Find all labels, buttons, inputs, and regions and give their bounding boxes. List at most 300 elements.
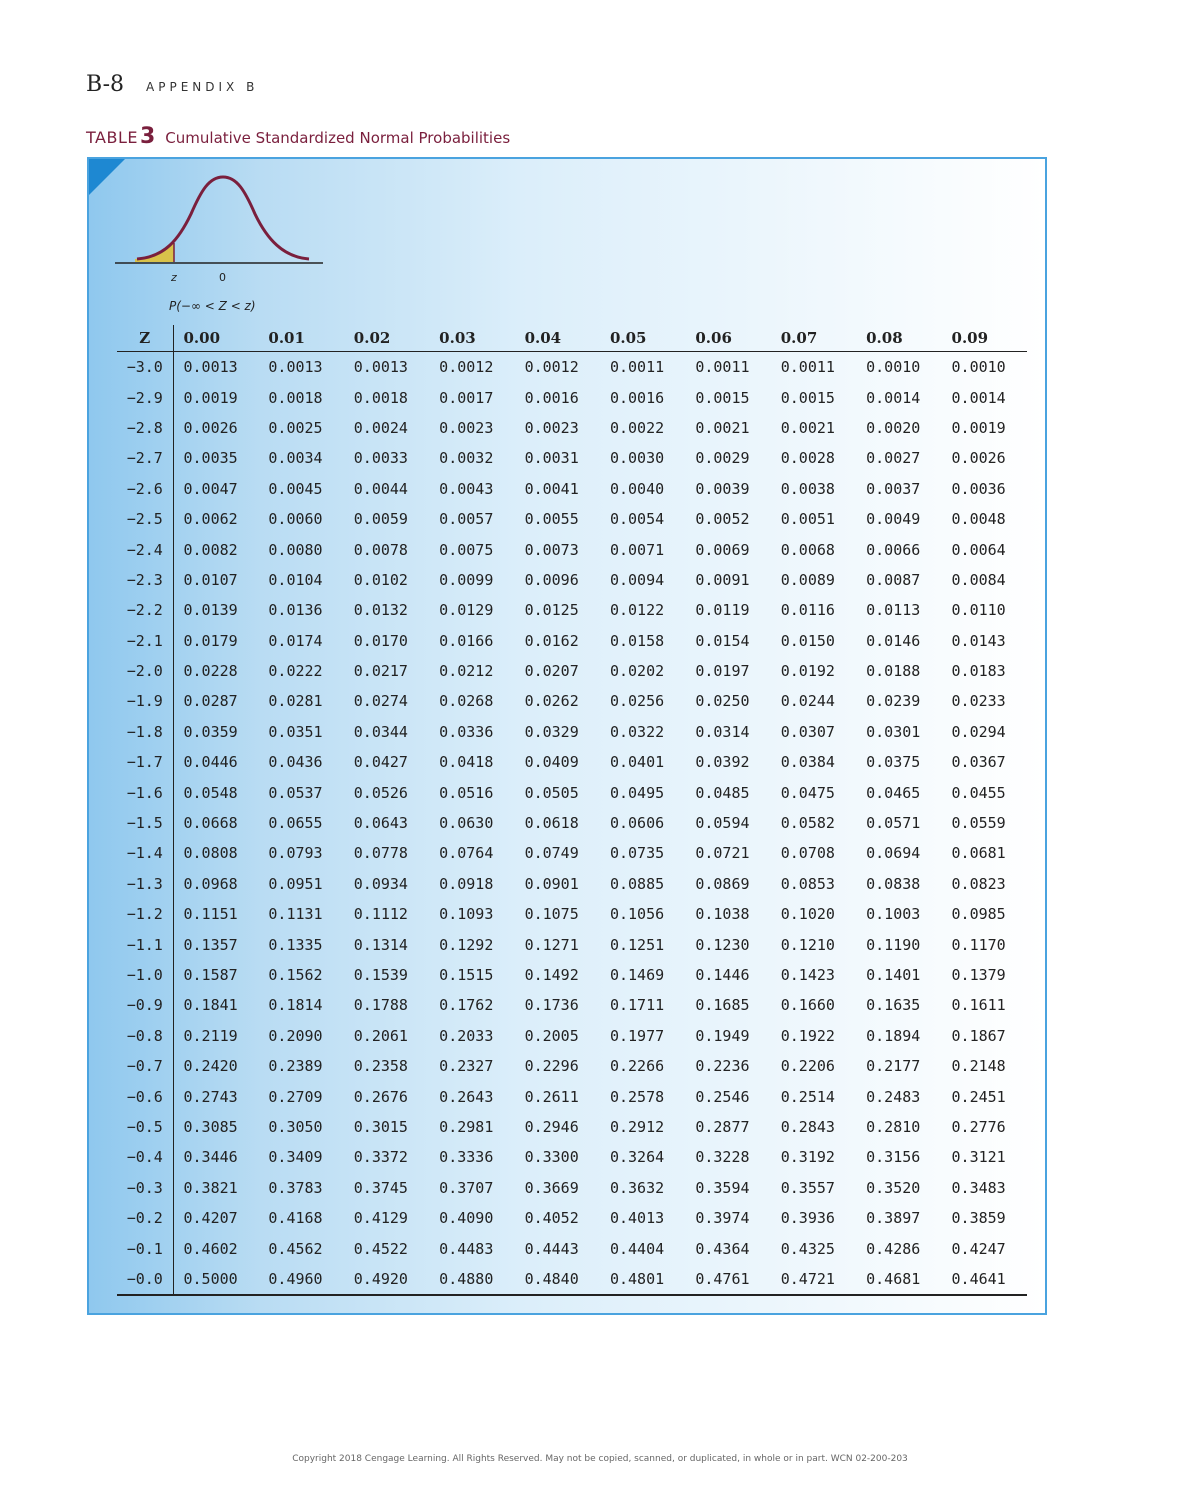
probability-cell: 0.1611 (951, 996, 1006, 1015)
probability-cell: 0.0281 (268, 692, 323, 711)
z-value-cell: −0.6 (117, 1081, 173, 1111)
probability-cell: 0.0495 (609, 783, 665, 802)
probability-cell: 0.0526 (353, 783, 408, 802)
probability-cell: 0.0034 (268, 449, 323, 468)
probability-cell: 0.1271 (524, 935, 579, 954)
table-row (117, 960, 1027, 990)
z-value-cell: −1.4 (117, 838, 173, 868)
probability-cell: 0.0048 (951, 510, 1006, 529)
z-value-cell: −0.0 (117, 1264, 173, 1295)
probability-cell: 0.2236 (695, 1057, 750, 1076)
probability-cell: 0.3156 (866, 1148, 921, 1167)
table-row (117, 1112, 1027, 1142)
probability-cell: 0.0351 (268, 722, 323, 741)
probability-cell: 0.0274 (353, 692, 408, 711)
probability-cell: 0.0301 (866, 722, 921, 741)
probability-cell: 0.0040 (609, 479, 665, 498)
probability-cell: 0.3336 (439, 1148, 494, 1167)
probability-cell: 0.1170 (951, 935, 1006, 954)
z-value-cell: −0.5 (117, 1112, 173, 1142)
probability-cell: 0.0094 (609, 570, 665, 589)
probability-cell: 0.0038 (780, 479, 835, 498)
probability-cell: 0.1814 (268, 996, 323, 1015)
table-row (117, 990, 1027, 1020)
probability-cell: 0.0119 (695, 601, 750, 620)
probability-cell: 0.0116 (780, 601, 835, 620)
probability-cell: 0.2033 (439, 1026, 494, 1045)
probability-cell: 0.0125 (524, 601, 579, 620)
probability-cell: 0.0016 (524, 388, 579, 407)
probability-cell: 0.2709 (268, 1087, 323, 1106)
probability-cell: 0.0011 (609, 358, 665, 377)
probability-cell: 0.0104 (268, 570, 323, 589)
probability-cell: 0.2266 (609, 1057, 665, 1076)
probability-cell: 0.0359 (183, 722, 238, 741)
probability-cell: 0.0455 (951, 783, 1006, 802)
column-header: 0.00 (173, 325, 258, 352)
probability-cell: 0.3745 (353, 1178, 408, 1197)
probability-cell: 0.0239 (866, 692, 921, 711)
probability-cell: 0.3192 (780, 1148, 835, 1167)
probability-cell: 0.0183 (951, 662, 1006, 681)
appendix-label: APPENDIX B (146, 80, 259, 94)
probability-cell: 0.0016 (609, 388, 665, 407)
probability-cell: 0.1003 (866, 905, 921, 924)
probability-cell: 0.1469 (609, 966, 665, 984)
probability-cell: 0.0749 (524, 844, 579, 863)
z-table (117, 325, 1027, 1296)
z-value-cell: −2.0 (117, 656, 173, 686)
probability-cell: 0.0020 (866, 418, 921, 437)
probability-cell: 0.5000 (173, 1264, 258, 1295)
probability-cell: 0.0025 (268, 418, 323, 437)
probability-cell: 0.0089 (780, 570, 835, 589)
probability-cell: 0.1736 (524, 996, 579, 1015)
z-value-cell: −1.1 (117, 929, 173, 959)
probability-cell: 0.3821 (183, 1178, 238, 1197)
probability-cell: 0.0049 (866, 510, 921, 529)
probability-cell: 0.0571 (866, 814, 921, 833)
probability-cell: 0.4325 (780, 1239, 835, 1258)
probability-cell: 0.0037 (866, 479, 921, 498)
probability-cell: 0.4168 (268, 1209, 323, 1228)
probability-cell: 0.2005 (524, 1026, 579, 1045)
z-value-cell: −1.0 (117, 960, 173, 990)
probability-cell: 0.2358 (353, 1057, 408, 1076)
probability-cell: 0.0087 (866, 570, 921, 589)
probability-cell: 0.0055 (524, 510, 579, 529)
probability-cell: 0.1635 (866, 996, 921, 1015)
probability-cell: 0.0465 (866, 783, 921, 802)
z-value-cell: −1.8 (117, 717, 173, 747)
probability-cell: 0.0051 (780, 510, 835, 529)
probability-cell: 0.2061 (353, 1026, 408, 1045)
probability-cell: 0.4801 (600, 1264, 685, 1295)
probability-cell: 0.1093 (439, 905, 494, 924)
table-title (86, 124, 510, 149)
z-value-cell: −2.7 (117, 443, 173, 473)
probability-cell: 0.2810 (866, 1117, 921, 1136)
probability-cell: 0.0823 (951, 874, 1006, 893)
probability-cell: 0.0170 (353, 631, 408, 650)
table-row (117, 929, 1027, 959)
probability-cell: 0.2843 (780, 1117, 835, 1136)
probability-cell: 0.1075 (524, 905, 579, 924)
probability-cell: 0.3372 (353, 1148, 408, 1167)
probability-cell: 0.0307 (780, 722, 835, 741)
probability-cell: 0.0179 (183, 631, 238, 650)
probability-cell: 0.3015 (353, 1117, 408, 1136)
probability-cell: 0.0655 (268, 814, 323, 833)
probability-cell: 0.2643 (439, 1087, 494, 1106)
probability-cell: 0.0031 (524, 449, 579, 468)
probability-cell: 0.4129 (353, 1209, 408, 1228)
probability-cell: 0.0287 (183, 692, 238, 711)
probability-cell: 0.1762 (439, 996, 494, 1015)
probability-cell: 0.0217 (353, 662, 408, 681)
z-value-cell: −0.3 (117, 1173, 173, 1203)
probability-cell: 0.0047 (183, 479, 238, 498)
column-header: 0.04 (515, 325, 600, 352)
probability-cell: 0.0018 (353, 388, 408, 407)
table-number: 3 (139, 124, 156, 149)
probability-cell: 0.2912 (609, 1117, 665, 1136)
probability-cell: 0.0516 (439, 783, 494, 802)
probability-cell: 0.0869 (695, 874, 750, 893)
probability-cell: 0.2090 (268, 1026, 323, 1045)
table-row (117, 1173, 1027, 1203)
probability-cell: 0.3974 (695, 1209, 750, 1228)
probability-cell: 0.2206 (780, 1057, 835, 1076)
probability-cell: 0.2981 (439, 1117, 494, 1136)
probability-cell: 0.0985 (951, 905, 1006, 924)
z-value-cell: −1.2 (117, 899, 173, 929)
probability-cell: 0.2119 (183, 1026, 238, 1045)
probability-cell: 0.2776 (951, 1117, 1006, 1136)
probability-cell: 0.1949 (695, 1026, 750, 1045)
z-value-cell: −0.2 (117, 1203, 173, 1233)
probability-cell: 0.0013 (353, 358, 408, 377)
z-value-cell: −2.5 (117, 504, 173, 534)
probability-cell: 0.0032 (439, 449, 494, 468)
probability-cell: 0.0139 (183, 601, 238, 620)
probability-cell: 0.0029 (695, 449, 750, 468)
probability-cell: 0.0022 (609, 418, 665, 437)
table-row (117, 1051, 1027, 1081)
normal-curve-figure (115, 169, 335, 269)
probability-cell: 0.4522 (353, 1239, 408, 1258)
probability-cell: 0.0643 (353, 814, 408, 833)
probability-cell: 0.1230 (695, 935, 750, 954)
table-caption: Cumulative Standardized Normal Probabilities (165, 129, 511, 147)
probability-cell: 0.2451 (951, 1087, 1006, 1106)
probability-cell: 0.0322 (609, 722, 665, 741)
probability-cell: 0.0143 (951, 631, 1006, 650)
probability-cell: 0.0367 (951, 753, 1006, 772)
probability-cell: 0.0026 (951, 449, 1006, 468)
z-value-cell: −0.4 (117, 1142, 173, 1172)
probability-cell: 0.0174 (268, 631, 323, 650)
probability-cell: 0.0329 (524, 722, 579, 741)
probability-cell: 0.4920 (344, 1264, 429, 1295)
probability-cell: 0.3594 (695, 1178, 750, 1197)
probability-cell: 0.0045 (268, 479, 323, 498)
probability-cell: 0.0537 (268, 783, 323, 802)
probability-cell: 0.3936 (780, 1209, 835, 1228)
probability-cell: 0.0028 (780, 449, 835, 468)
probability-cell: 0.0207 (524, 662, 579, 681)
table-row (117, 838, 1027, 868)
z-axis-label: z (171, 271, 177, 284)
probability-cell: 0.0012 (439, 358, 494, 377)
probability-cell: 0.0122 (609, 601, 665, 620)
normal-curve-line (137, 177, 309, 259)
table-row (117, 686, 1027, 716)
probability-cell: 0.0262 (524, 692, 579, 711)
probability-cell: 0.2148 (951, 1057, 1006, 1076)
table-row (117, 443, 1027, 473)
probability-cell: 0.1841 (183, 996, 238, 1015)
probability-cell: 0.0030 (609, 449, 665, 468)
probability-cell: 0.0017 (439, 388, 494, 407)
probability-cell: 0.0014 (951, 388, 1006, 407)
probability-cell: 0.2877 (695, 1117, 750, 1136)
probability-cell: 0.4681 (856, 1264, 941, 1295)
table-row (117, 534, 1027, 564)
probability-cell: 0.2389 (268, 1057, 323, 1076)
probability-cell: 0.3707 (439, 1178, 494, 1197)
probability-cell: 0.3859 (951, 1209, 1006, 1228)
column-header: 0.03 (429, 325, 514, 352)
probability-cell: 0.0228 (183, 662, 238, 681)
probability-label: P(−∞ < Z < z) (169, 299, 256, 313)
z-value-cell: −1.3 (117, 869, 173, 899)
page-header (86, 72, 258, 97)
probability-cell: 0.0019 (951, 418, 1006, 437)
probability-cell: 0.0158 (609, 631, 665, 650)
probability-cell: 0.0021 (695, 418, 750, 437)
probability-cell: 0.2514 (780, 1087, 835, 1106)
probability-cell: 0.0075 (439, 540, 494, 559)
table-row (117, 1142, 1027, 1172)
zero-axis-label: 0 (219, 271, 226, 284)
probability-cell: 0.0166 (439, 631, 494, 650)
probability-cell: 0.0033 (353, 449, 408, 468)
probability-cell: 0.4840 (515, 1264, 600, 1295)
probability-cell: 0.0681 (951, 844, 1006, 863)
probability-cell: 0.0146 (866, 631, 921, 650)
probability-cell: 0.0212 (439, 662, 494, 681)
probability-cell: 0.0096 (524, 570, 579, 589)
probability-cell: 0.1292 (439, 935, 494, 954)
probability-cell: 0.1314 (353, 935, 408, 954)
probability-cell: 0.4404 (609, 1239, 665, 1258)
probability-cell: 0.0808 (183, 844, 238, 863)
z-value-cell: −1.9 (117, 686, 173, 716)
probability-cell: 0.0021 (780, 418, 835, 437)
probability-cell: 0.1562 (268, 966, 323, 984)
probability-cell: 0.3446 (183, 1148, 238, 1167)
probability-cell: 0.0485 (695, 783, 750, 802)
table-row (117, 1021, 1027, 1051)
probability-cell: 0.0475 (780, 783, 835, 802)
probability-cell: 0.0314 (695, 722, 750, 741)
probability-cell: 0.0064 (951, 540, 1006, 559)
probability-cell: 0.0233 (951, 692, 1006, 711)
probability-cell: 0.0010 (951, 358, 1006, 377)
probability-cell: 0.3783 (268, 1178, 323, 1197)
z-value-cell: −0.9 (117, 990, 173, 1020)
table-row (117, 777, 1027, 807)
probability-cell: 0.0099 (439, 570, 494, 589)
probability-cell: 0.4247 (951, 1239, 1006, 1258)
probability-cell: 0.1894 (866, 1026, 921, 1045)
probability-cell: 0.0082 (183, 540, 238, 559)
probability-cell: 0.0294 (951, 722, 1006, 741)
probability-cell: 0.2743 (183, 1087, 238, 1106)
table-row (117, 565, 1027, 595)
table-row (117, 1264, 1027, 1295)
probability-cell: 0.1446 (695, 966, 750, 984)
probability-cell: 0.0024 (353, 418, 408, 437)
table-row (117, 352, 1027, 383)
probability-cell: 0.0853 (780, 874, 835, 893)
probability-cell: 0.0054 (609, 510, 665, 529)
column-header: 0.08 (856, 325, 941, 352)
probability-cell: 0.1685 (695, 996, 750, 1015)
table-row (117, 504, 1027, 534)
probability-cell: 0.3050 (268, 1117, 323, 1136)
probability-cell: 0.3121 (951, 1148, 1006, 1167)
probability-cell: 0.1922 (780, 1026, 835, 1045)
z-value-cell: −2.4 (117, 534, 173, 564)
probability-cell: 0.3264 (609, 1148, 665, 1167)
probability-cell: 0.0630 (439, 814, 494, 833)
probability-cell: 0.3300 (524, 1148, 579, 1167)
probability-cell: 0.3520 (866, 1178, 921, 1197)
probability-cell: 0.0066 (866, 540, 921, 559)
probability-cell: 0.0188 (866, 662, 921, 681)
probability-cell: 0.0132 (353, 601, 408, 620)
table-body (117, 352, 1027, 1296)
probability-cell: 0.0026 (183, 418, 238, 437)
table-row (117, 626, 1027, 656)
probability-cell: 0.2177 (866, 1057, 921, 1076)
probability-cell: 0.1492 (524, 966, 579, 984)
probability-cell: 0.0793 (268, 844, 323, 863)
probability-cell: 0.4880 (429, 1264, 514, 1295)
probability-cell: 0.0375 (866, 753, 921, 772)
probability-cell: 0.0336 (439, 722, 494, 741)
probability-cell: 0.4562 (268, 1239, 323, 1258)
probability-cell: 0.1020 (780, 905, 835, 924)
probability-cell: 0.1335 (268, 935, 323, 954)
probability-cell: 0.0014 (866, 388, 921, 407)
table-row (117, 595, 1027, 625)
probability-cell: 0.0129 (439, 601, 494, 620)
probability-cell: 0.0068 (780, 540, 835, 559)
probability-cell: 0.0059 (353, 510, 408, 529)
probability-cell: 0.0057 (439, 510, 494, 529)
probability-cell: 0.0011 (695, 358, 750, 377)
probability-cell: 0.4641 (942, 1264, 1027, 1295)
probability-cell: 0.0951 (268, 874, 323, 893)
probability-cell: 0.0162 (524, 631, 579, 650)
probability-cell: 0.0505 (524, 783, 579, 802)
column-header: 0.01 (258, 325, 343, 352)
probability-cell: 0.0043 (439, 479, 494, 498)
probability-cell: 0.0559 (951, 814, 1006, 833)
probability-cell: 0.1151 (183, 905, 238, 924)
probability-cell: 0.0150 (780, 631, 835, 650)
probability-cell: 0.1867 (951, 1026, 1006, 1045)
probability-cell: 0.0192 (780, 662, 835, 681)
probability-cell: 0.0594 (695, 814, 750, 833)
probability-cell: 0.0582 (780, 814, 835, 833)
probability-cell: 0.2327 (439, 1057, 494, 1076)
probability-cell: 0.0039 (695, 479, 750, 498)
probability-cell: 0.0110 (951, 601, 1006, 620)
probability-cell: 0.0027 (866, 449, 921, 468)
probability-cell: 0.0012 (524, 358, 579, 377)
table-row (117, 747, 1027, 777)
probability-cell: 0.0764 (439, 844, 494, 863)
z-value-cell: −0.7 (117, 1051, 173, 1081)
probability-cell: 0.1056 (609, 905, 665, 924)
table-row (117, 808, 1027, 838)
probability-cell: 0.0918 (439, 874, 494, 893)
probability-cell: 0.4364 (695, 1239, 750, 1258)
probability-cell: 0.4761 (685, 1264, 770, 1295)
probability-cell: 0.0013 (268, 358, 323, 377)
probability-cell: 0.0694 (866, 844, 921, 863)
table-row (117, 1081, 1027, 1111)
probability-cell: 0.3228 (695, 1148, 750, 1167)
probability-cell: 0.0091 (695, 570, 750, 589)
probability-cell: 0.0011 (780, 358, 835, 377)
probability-cell: 0.1788 (353, 996, 408, 1015)
probability-cell: 0.1357 (183, 935, 238, 954)
probability-cell: 0.0041 (524, 479, 579, 498)
probability-cell: 0.1131 (268, 905, 323, 924)
probability-cell: 0.4443 (524, 1239, 579, 1258)
probability-cell: 0.0778 (353, 844, 408, 863)
probability-cell: 0.0268 (439, 692, 494, 711)
column-header: 0.09 (942, 325, 1027, 352)
probability-cell: 0.0078 (353, 540, 408, 559)
probability-cell: 0.1660 (780, 996, 835, 1015)
probability-cell: 0.0901 (524, 874, 579, 893)
column-header: 0.02 (344, 325, 429, 352)
table-row (117, 717, 1027, 747)
probability-cell: 0.2578 (609, 1087, 665, 1106)
probability-cell: 0.0668 (183, 814, 238, 833)
table-row (117, 382, 1027, 412)
z-value-cell: −3.0 (117, 352, 173, 383)
table-header-row (117, 325, 1027, 352)
probability-cell: 0.1711 (609, 996, 665, 1015)
probability-cell: 0.0427 (353, 753, 408, 772)
probability-cell: 0.3897 (866, 1209, 921, 1228)
probability-cell: 0.1112 (353, 905, 408, 924)
z-value-cell: −1.5 (117, 808, 173, 838)
z-value-cell: −1.6 (117, 777, 173, 807)
probability-cell: 0.2946 (524, 1117, 579, 1136)
probability-cell: 0.1401 (866, 966, 921, 984)
table-row (117, 869, 1027, 899)
probability-cell: 0.0548 (183, 783, 238, 802)
probability-cell: 0.4721 (771, 1264, 856, 1295)
